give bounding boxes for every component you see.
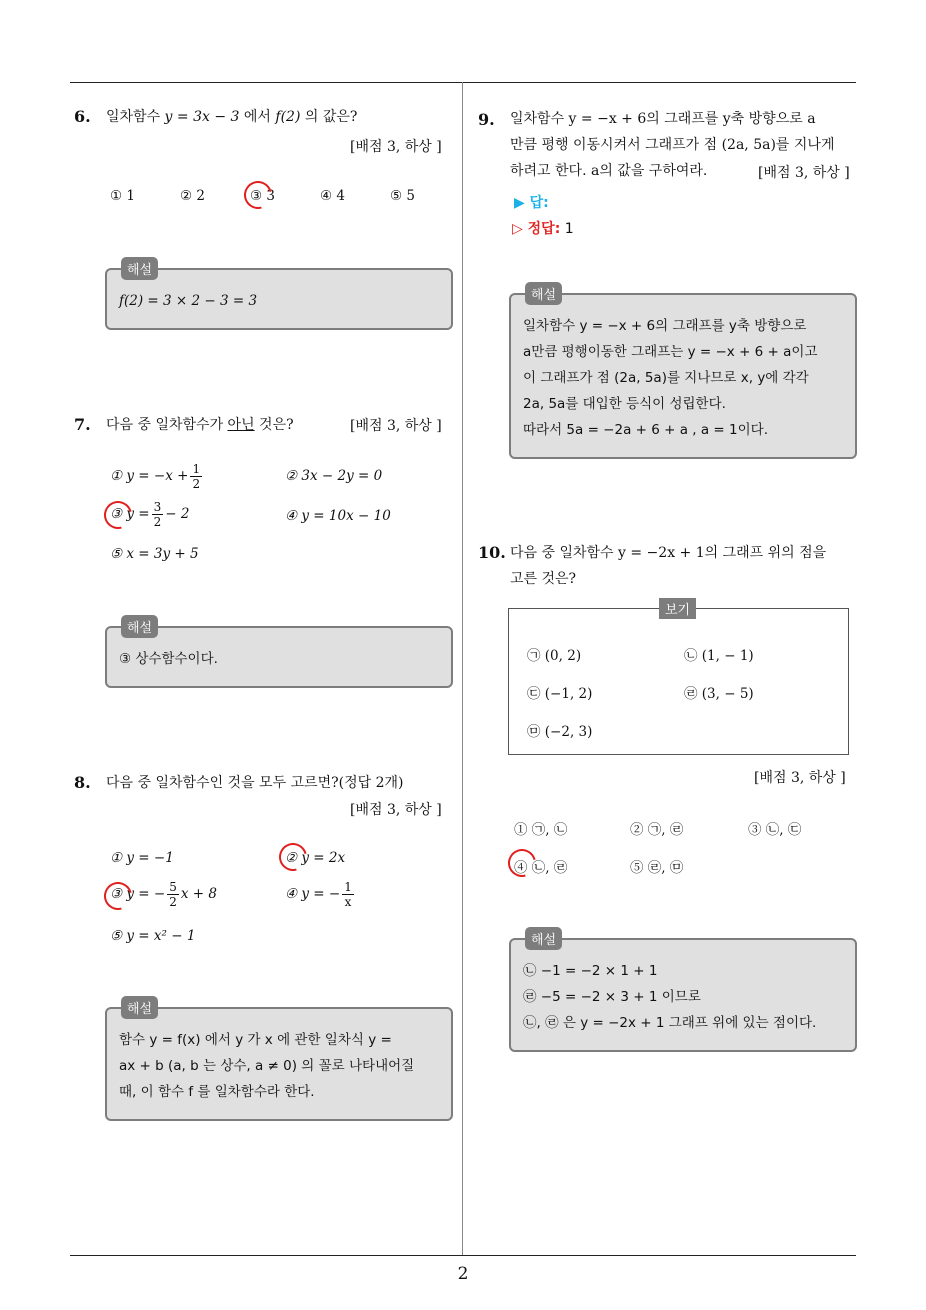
q8-solution-line: 함수 y = f(x) 에서 y 가 x 에 관한 일차식 y = bbox=[119, 1032, 392, 1048]
q10-solution-box bbox=[509, 933, 857, 1052]
q7-choice-1[interactable]: ① y = −x + $\frac{1}{2}$ bbox=[110, 462, 201, 491]
q6-choice-1[interactable]: ① 1 bbox=[110, 188, 135, 204]
q7-solution-text: ③ 상수함수이다. bbox=[119, 651, 218, 667]
solution-tag: 해설 bbox=[525, 927, 562, 950]
q6-choice-3[interactable]: ③ 3 bbox=[250, 188, 275, 204]
bogi-item: ㉤ (−2, 3) bbox=[527, 724, 593, 740]
correct-value: 1 bbox=[564, 221, 574, 237]
q6-choice-4[interactable]: ④ 4 bbox=[320, 188, 345, 204]
bogi-item: ㉣ (3, − 5) bbox=[684, 686, 754, 702]
q8-choice-2[interactable]: ② y = 2x bbox=[285, 850, 346, 866]
question-7-text: 다음 중 일차함수가 아닌 것은? bbox=[106, 417, 294, 433]
question-7-meta: [배점 3, 하상 ] bbox=[350, 418, 442, 434]
answer-mark-circle bbox=[274, 838, 312, 876]
q6-choice-2[interactable]: ② 2 bbox=[180, 188, 205, 204]
q9-solution-line: 따라서 5a = −2a + 6 + a , a = 1이다. bbox=[523, 422, 768, 438]
question-9-meta: [배점 3, 하상 ] bbox=[758, 165, 850, 181]
q8-solution-line: 때, 이 함수 f 를 일차함수라 한다. bbox=[119, 1084, 315, 1100]
top-rule bbox=[70, 82, 856, 83]
page-number: 2 bbox=[457, 1264, 469, 1284]
bogi-tag: 보기 bbox=[659, 598, 696, 619]
solution-tag: 해설 bbox=[121, 996, 158, 1019]
q9-solution-line: 일차함수 y = −x + 6의 그래프를 y축 방향으로 bbox=[523, 318, 807, 334]
question-8-meta: [배점 3, 하상 ] bbox=[350, 802, 442, 818]
answer-mark-circle bbox=[503, 844, 541, 882]
q10-choice-4[interactable]: ④ ㉡, ㉣ bbox=[514, 860, 568, 876]
bogi-item: ㉡ (1, − 1) bbox=[684, 648, 754, 664]
q6-choice-5[interactable]: ⑤ 5 bbox=[390, 188, 415, 204]
bogi-item: ㉠ (0, 2) bbox=[527, 648, 582, 664]
question-6-meta: [배점 3, 하상 ] bbox=[350, 139, 442, 155]
q9-solution-line: 이 그래프가 점 (2a, 5a)를 지나므로 x, y에 각각 bbox=[523, 370, 809, 386]
solution-tag: 해설 bbox=[525, 282, 562, 305]
answer-label: ▶ 답: bbox=[514, 195, 549, 211]
question-9-number: 9. bbox=[478, 110, 495, 129]
q8-choice-3[interactable]: ③ y = − $\frac{5}{2}$ x + 8 bbox=[110, 880, 217, 909]
q10-solution-line: ㉣ −5 = −2 × 3 + 1 이므로 bbox=[523, 989, 701, 1005]
q9-solution-box bbox=[509, 288, 857, 459]
question-10-text: 다음 중 일차함수 y = −2x + 1의 그래프 위의 점을 고른 것은? bbox=[510, 545, 827, 587]
question-10-meta: [배점 3, 하상 ] bbox=[754, 770, 846, 786]
question-8-number: 8. bbox=[74, 773, 91, 792]
correct-label: ▷ 정답: bbox=[512, 221, 561, 237]
bottom-rule bbox=[70, 1255, 856, 1256]
q6-solution-box bbox=[105, 263, 453, 330]
q10-solution-line: ㉡, ㉣ 은 y = −2x + 1 그래프 위에 있는 점이다. bbox=[523, 1015, 817, 1031]
q9-solution-line: 2a, 5a를 대입한 등식이 성립한다. bbox=[523, 396, 726, 412]
q9-solution-line: a만큼 평행이동한 그래프는 y = −x + 6 + a이고 bbox=[523, 344, 818, 360]
q10-solution-line: ㉡ −1 = −2 × 1 + 1 bbox=[523, 963, 658, 979]
bogi-box bbox=[508, 603, 849, 755]
q8-choice-5[interactable]: ⑤ y = x² − 1 bbox=[110, 928, 196, 944]
question-7-number: 7. bbox=[74, 415, 91, 434]
q10-choice-2[interactable]: ② ㉠, ㉣ bbox=[630, 822, 684, 838]
q8-choice-1[interactable]: ① y = −1 bbox=[110, 850, 174, 866]
q8-solution-line: ax + b (a, b 는 상수, a ≠ 0) 의 꼴로 나타내어질 bbox=[119, 1058, 415, 1074]
question-6-number: 6. bbox=[74, 107, 91, 126]
q10-choice-5[interactable]: ⑤ ㉣, ㉤ bbox=[630, 860, 684, 876]
solution-tag: 해설 bbox=[121, 615, 158, 638]
question-8-text: 다음 중 일차함수인 것을 모두 고르면?(정답 2개) bbox=[106, 775, 404, 791]
q7-choice-3[interactable]: ③ y = $\frac{3}{2}$ − 2 bbox=[110, 500, 190, 529]
q7-choice-2[interactable]: ② 3x − 2y = 0 bbox=[285, 468, 383, 484]
q7-choice-5[interactable]: ⑤ x = 3y + 5 bbox=[110, 546, 199, 562]
q7-choice-4[interactable]: ④ y = 10x − 10 bbox=[285, 508, 391, 524]
question-6-text: 일차함수 y = 3x − 3 에서 f(2) 의 값은? bbox=[106, 109, 358, 125]
q6-solution-text: f(2) = 3 × 2 − 3 = 3 bbox=[119, 293, 258, 309]
question-9-text: 일차함수 y = −x + 6의 그래프를 y축 방향으로 a 만큼 평행 이동시켜서 그래프가 점 (2a, 5a)를 지나게 하려고 한다. a의 값을 구하여라. bbox=[510, 111, 835, 179]
solution-tag: 해설 bbox=[121, 257, 158, 280]
q9-correct-line bbox=[512, 218, 574, 238]
column-divider bbox=[462, 82, 463, 1255]
q10-choice-1[interactable]: ① ㉠, ㉡ bbox=[514, 822, 568, 838]
q9-answer-line[interactable] bbox=[514, 192, 549, 212]
q8-solution-box bbox=[105, 1002, 453, 1121]
question-10-number: 10. bbox=[478, 543, 506, 562]
q10-choice-3[interactable]: ③ ㉡, ㉢ bbox=[748, 822, 802, 838]
q7-solution-box bbox=[105, 621, 453, 688]
q8-choice-4[interactable]: ④ y = − $\frac{1}{x}$ bbox=[285, 880, 352, 909]
answer-mark-circle bbox=[239, 176, 277, 214]
bogi-item: ㉢ (−1, 2) bbox=[527, 686, 593, 702]
